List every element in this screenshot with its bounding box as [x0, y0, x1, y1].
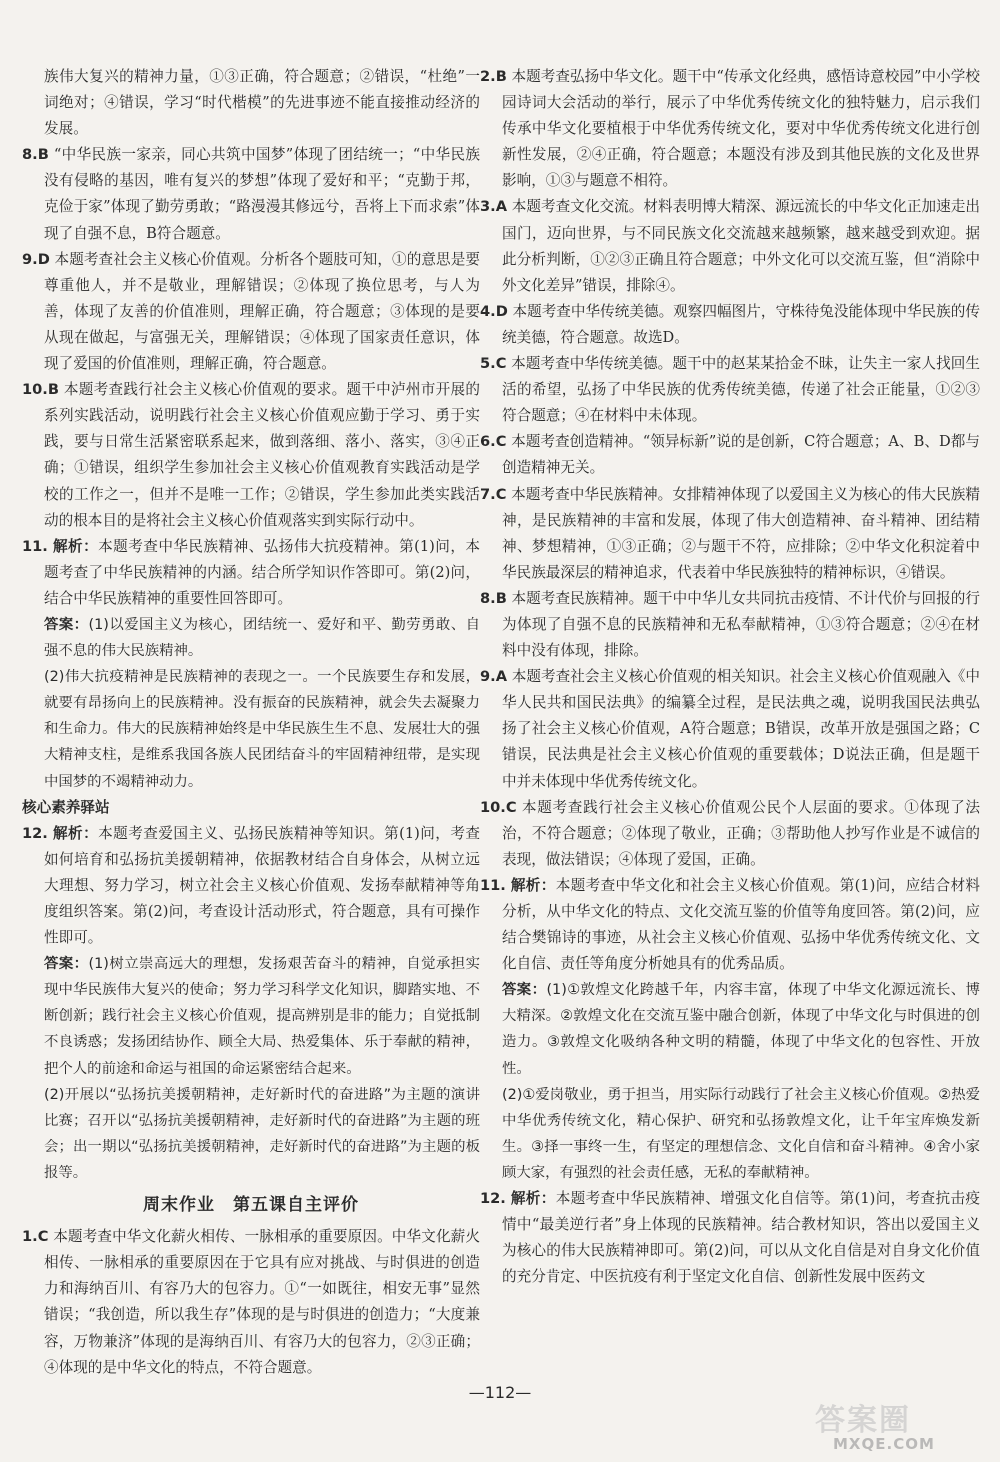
question-number: 12.: [22, 824, 48, 842]
paragraph-text: 本题考查文化交流。材料表明博大精深、源远流长的中华文化正加速走出国门，迈向世界，与不同民族文化交流越来越频繁，越来越受到欢迎。据此分析判断，①②③正确且符合题意；中外文化可以交流互鉴，但“消除中外文化差异”错误，排除④。: [502, 198, 980, 294]
section-title: [22, 795, 480, 821]
paragraph-text: (2)伟大抗疫精神是民族精神的表现之一。一个民族要生存和发展，就要有昂扬向上的民族精神。没有振奋的民族精神，就会失去凝聚力和生命力。伟大的民族精神始终是中华民族生生不息、发展壮大的强大精神支柱，是维系我国各族人民团结奋斗的牢固精神纽带，是实现中国梦的不竭精神动力。: [44, 669, 480, 790]
paragraph-text: 本题考查民族精神。题干中中华儿女共同抗击疫情、不计代价与回报的行为体现了自强不息的民族精神和无私奉献精神，①③符合题意；②④在材料中没有体现，排除。: [502, 589, 980, 660]
analysis-label: 解析：: [52, 537, 99, 555]
question-number: 10.B: [22, 381, 59, 399]
right-column: [480, 64, 980, 1290]
question-number: 9.D: [22, 250, 50, 268]
paragraph-text: 本题考查社会主义核心价值观。分析各个题肢可知，①的意思是要尊重他人，并不是敬业，理解错误；②体现了换位思考，与人为善，体现了友善的价值准则，理解正确，符合题意；③体现的是要从现在做起，与富强无关，理解错误；④体现了国家责任意识，体现了爱国的价值准则，理解正确，符合题意。: [44, 250, 480, 373]
question-number: 1.C: [22, 1228, 49, 1246]
question-item: [480, 873, 980, 977]
paragraph-text: (2)①爱岗敬业，勇于担当，用实际行动践行了社会主义核心价值观。②热爱中华优秀传统文化，精心保护、研究和弘扬敦煌文化，让千年宝库焕发新生。③择一事终一生，有坚定的理想信念、文化自信和奋斗精神。④舍小家顾大家，有强烈的社会责任感，无私的奉献精神。: [502, 1086, 980, 1181]
question-number: 7.C: [480, 485, 507, 503]
question-number: 4.D: [480, 302, 508, 320]
paragraph-text: 本题考查中华传统美德。观察四幅图片，守株待兔没能体现中华民族的传统美德，符合题意。故选D。: [502, 302, 980, 346]
answer-label: 答案：: [44, 956, 89, 973]
page-number: —112—: [468, 1383, 532, 1402]
analysis-label: 解析：: [510, 1190, 556, 1208]
question-number: 8.B: [480, 589, 507, 607]
paragraph-text: 本题考查践行社会主义核心价值观公民个人层面的要求。①体现了法治，不符合题意；②体现了敬业，正确；③帮助他人抄写作业是不诚信的表现，做法错误；④体现了爱国，正确。: [502, 798, 980, 868]
paragraph-text: 周末作业 第五课自主评价: [143, 1195, 359, 1216]
paragraph-text: (2)开展以“弘扬抗美援朝精神，走好新时代的奋进路”为主题的演讲比赛；召开以“弘扬抗美援朝精神，走好新时代的奋进路”为主题的班会；出一期以“弘扬抗美援朝精神，走好新时代的奋进路”为主题的板报等。: [44, 1086, 480, 1181]
question-item: [480, 1186, 980, 1290]
question-number: 11.: [480, 876, 506, 894]
question-item: [22, 377, 480, 534]
question-item: [22, 142, 480, 246]
question-number: 9.A: [480, 668, 507, 686]
answer-paragraph: [22, 664, 480, 794]
question-item: [22, 534, 480, 612]
question-item: [480, 194, 980, 298]
paragraph-text: (1)以爱国主义为核心，团结统一、爱好和平、勤劳勇敢、自强不息的伟大民族精神。: [44, 616, 480, 660]
question-number: 8.B: [22, 146, 49, 164]
question-number: 11.: [22, 537, 48, 555]
paragraph-text: 本题考查中华民族精神、增强文化自信等。第(1)问，考查抗击疫情中“最美逆行者”身上体现的民族精神。结合教材知识，答出以爱国主义为核心的伟大民族精神即可。第(2)问，可以从文化自信是对自身文化价值的充分肯定、中医抗疫有利于坚定文化自信、创新性发展中医药文: [502, 1190, 980, 1286]
question-item: [480, 351, 980, 429]
paragraph-text: 本题考查中华传统美德。题干中的赵某某拾金不昧，让失主一家人找回生活的希望，弘扬了中华民族的优秀传统美德，传递了社会正能量，①②③符合题意；④在材料中未体现。: [502, 355, 980, 425]
analysis-label: 解析：: [510, 876, 556, 894]
question-number: 6.C: [480, 433, 507, 451]
paragraph-text: “中华民族一家亲，同心共筑中国梦”体现了团结统一；“中华民族没有侵略的基因，唯有复兴的梦想”体现了爱好和平；“克勤于邦，克俭于家”体现了勤劳勇敢；“路漫漫其修远兮，吾将上下而求索”体现了自强不息，B符合题意。: [44, 146, 481, 242]
watermark-logo-text: 答案圈: [815, 1403, 911, 1438]
question-item: [480, 429, 980, 481]
answer-paragraph: [22, 612, 480, 664]
paragraph-text: (1)树立崇高远大的理想，发扬艰苦奋斗的精神，自觉承担实现中华民族伟大复兴的使命；努力学习科学文化知识，脚踏实地、不断创新；践行社会主义核心价值观，提高辨别是非的能力；自觉抵制不良诱惑；发扬团结协作、顾全大局、热爱集体、乐于奉献的精神，把个人的前途和命运与祖国的命运紧密结合起来。: [44, 956, 480, 1077]
paragraph-text: 本题考查中华民族精神。女排精神体现了以爱国主义为核心的伟大民族精神，是民族精神的丰富和发展，体现了伟大创造精神、奋斗精神、团结精神、梦想精神，①③正确；②与题干不符，应排除；②中华文化积淀着中华民族最深层的精神追求，代表着中华民族独特的精神标识，④错误。: [502, 485, 980, 581]
paragraph-text: 本题考查中华民族精神、弘扬伟大抗疫精神。第(1)问，本题考查了中华民族精神的内涵。结合所学知识作答即可。第(2)问，结合中华民族精神的重要性回答即可。: [44, 537, 480, 607]
answer-paragraph: [22, 1082, 480, 1186]
question-item: [22, 247, 480, 377]
question-number: 12.: [480, 1190, 506, 1208]
paragraph-text: 核心素养驿站: [22, 798, 110, 816]
answer-paragraph: [22, 951, 480, 1081]
paragraph-text: 本题考查社会主义核心价值观的相关知识。社会主义核心价值观融入《中华人民共和国民法典》的编纂全过程，是民法典之魂，说明我国民法典弘扬了社会主义核心价值观，A符合题意；B错误，改革开放是强国之路；C错误，民法典是社会主义核心价值观的重要载体；D说法正确，但是题干中并未体现中华优秀传统文化。: [502, 668, 980, 790]
paragraph-text: 本题考查中华文化薪火相传、一脉相承的重要原因。中华文化薪火相传、一脉相承的重要原因在于它具有应对挑战、与时俱进的创造力和海纳百川、有容乃大的包容力。①“一如既往，相安无事”显然错误；“我创造，所以我生存”体现的是与时俱进的创造力；“大度兼容，万物兼济”体现的是海纳百川、有容乃大的包容力，②③正确；④体现的是中华文化的特点，不符合题意。: [44, 1228, 480, 1376]
paragraph-text: 族伟大复兴的精神力量，①③正确，符合题意；②错误，“杜绝”一词绝对；④错误，学习“时代楷模”的先进事迹不能直接推动经济的发展。: [44, 68, 480, 138]
watermark-domain: MXQE.COM: [833, 1435, 935, 1453]
watermark-logo: [815, 1395, 995, 1457]
question-number: 2.B: [480, 68, 507, 85]
paragraph-text: (1)①敦煌文化跨越千年，内容丰富，体现了中华文化源远流长、博大精深。②敦煌文化在交流互鉴中融合创新，体现了中华文化与时俱进的创造力。③敦煌文化吸纳各种文明的精髓，体现了中华文化的包容性、开放性。: [502, 982, 980, 1077]
paragraph-text: 本题考查创造精神。“领异标新”说的是创新，C符合题意；A、B、D都与创造精神无关。: [502, 433, 981, 477]
answer-label: 答案：: [44, 616, 89, 633]
paragraph-text: 本题考查弘扬中华文化。题干中“传承文化经典，感悟诗意校园”中小学校园诗词大会活动的举行，展示了中华优秀传统文化的独特魅力，启示我们传承中华文化要植根于中华优秀传统文化，要对中华优秀传统文化进行创新性发展，②④正确，符合题意；本题没有涉及到其他民族的文化及世界影响，①③与题意不相符。: [502, 68, 980, 190]
question-item: [480, 482, 980, 586]
continued-paragraph: [22, 64, 480, 142]
question-item: [480, 795, 980, 873]
answer-paragraph: [480, 977, 980, 1081]
question-number: 10.C: [480, 798, 517, 816]
analysis-label: 解析：: [52, 824, 99, 842]
question-item: [480, 299, 980, 351]
question-number: 5.C: [480, 355, 507, 373]
question-number: 3.A: [480, 198, 507, 216]
answer-paragraph: [480, 1082, 980, 1186]
question-item: [22, 1224, 480, 1381]
answer-label: 答案：: [502, 982, 547, 999]
left-column: [22, 64, 480, 1381]
weekend-assignment-heading: [22, 1192, 480, 1218]
question-item: [480, 64, 980, 194]
question-item: [22, 821, 480, 951]
paragraph-text: 本题考查爱国主义、弘扬民族精神等知识。第(1)问，考查如何培育和弘扬抗美援朝精神，依据教材结合自身体会，从树立远大理想、努力学习，树立社会主义核心价值观、发扬奉献精神等角度组织答案。第(2)问，考查设计活动形式，符合题意，具有可操作性即可。: [44, 824, 480, 947]
question-item: [480, 586, 980, 664]
paragraph-text: 本题考查中华文化和社会主义核心价值观。第(1)问，应结合材料分析，从中华文化的特点、文化交流互鉴的价值等角度回答。第(2)问，应结合樊锦诗的事迹，从社会主义核心价值观、弘扬中华优秀传统文化、文化自信、责任等角度分析她具有的优秀品质。: [502, 876, 980, 973]
paragraph-text: 本题考查践行社会主义核心价值观的要求。题干中泸州市开展的系列实践活动，说明践行社会主义核心价值观应勤于学习、勇于实践，要与日常生活紧密联系起来，做到落细、落小、落实，③④正确；①错误，组织学生参加社会主义核心价值观教育实践活动是学校的工作之一，但并不是唯一工作；②错误，学生参加此类实践活动的根本目的是将社会主义核心价值观落实到实际行动中。: [44, 381, 480, 529]
question-item: [480, 664, 980, 794]
